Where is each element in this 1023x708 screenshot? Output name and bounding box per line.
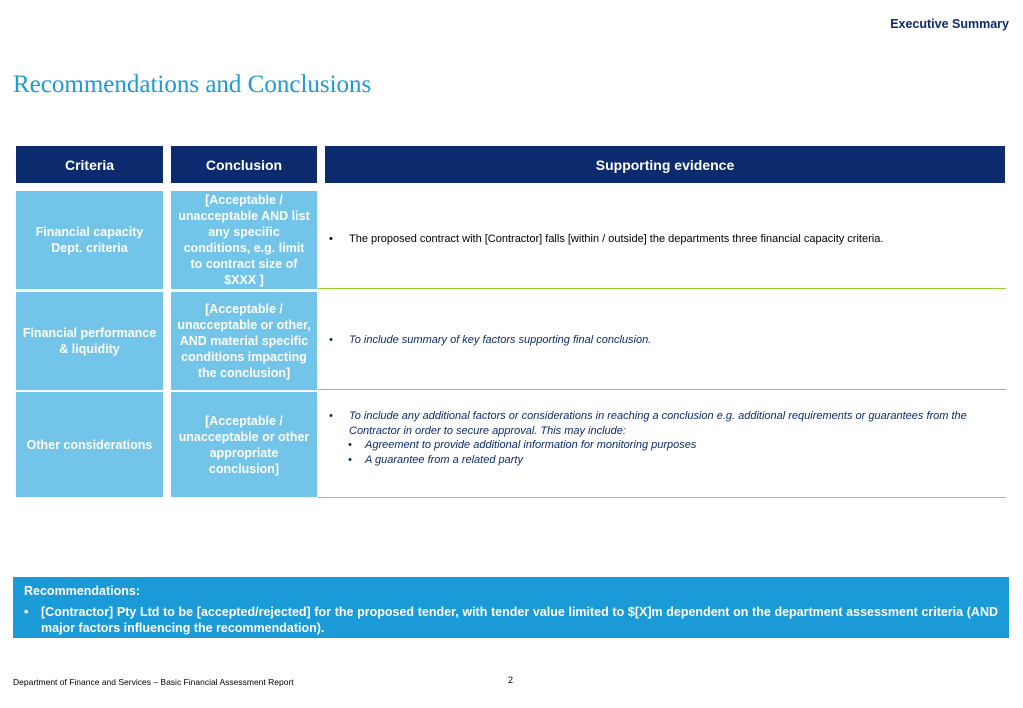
- evidence-sub-item: • Agreement to provide additional information for monitoring purposes: [365, 438, 992, 453]
- evidence-item: • The proposed contract with [Contractor] falls [within / outside] the departments three financial capacity criteria.: [349, 232, 883, 247]
- criteria-cell: [16, 191, 163, 289]
- column-header-criteria: Criteria: [16, 146, 163, 183]
- evidence-sub-item: • A guarantee from a related party: [365, 453, 992, 468]
- criteria-cell: [16, 292, 163, 390]
- criteria-text: Financial performance & liquidity: [22, 326, 157, 356]
- recommendations-title: Recommendations:: [24, 584, 140, 598]
- conclusion-cell: [171, 191, 317, 289]
- recommendations-box: [13, 577, 1009, 638]
- conclusion-cell: [171, 392, 317, 497]
- footer-text: Department of Finance and Services – Basic Financial Assessment Report: [13, 677, 294, 687]
- column-header-supporting-evidence: Supporting evidence: [325, 146, 1005, 183]
- evidence-item: • To include summary of key factors supporting final conclusion.: [349, 333, 651, 348]
- conclusion-text: [Acceptable / unacceptable AND list any specific conditions, e.g. limit to contract size of $XXX ]: [178, 193, 310, 287]
- criteria-cell: [16, 392, 163, 497]
- evidence-list: [318, 409, 1006, 438]
- page-number: 2: [508, 675, 514, 685]
- page-title: Recommendations and Conclusions: [13, 71, 372, 98]
- evidence-cell: [318, 191, 1006, 289]
- recommendation-item: • [Contractor] Pty Ltd to be [accepted/rejected] for the proposed tender, with tender value limited to $[X]m dependent on the department assessment criteria (AND major factors influencing the recommendation).: [24, 604, 998, 636]
- evidence-cell: [318, 392, 1006, 498]
- evidence-item: • To include any additional factors or considerations in reaching a conclusion e.g. additional requirements or guarantees from the Contractor in order to secure approval. This may include:: [349, 409, 992, 438]
- evidence-sub-list: [318, 438, 1006, 467]
- evidence-list: [318, 232, 897, 247]
- evidence-cell: [318, 292, 1006, 390]
- evidence-list: [318, 333, 665, 348]
- column-header-conclusion: Conclusion: [171, 146, 317, 183]
- criteria-text: Financial capacity Dept. criteria: [35, 225, 144, 255]
- conclusion-text: [Acceptable / unacceptable or other appropriate conclusion]: [178, 413, 310, 476]
- conclusion-cell: [171, 292, 317, 390]
- conclusion-text: [Acceptable / unacceptable or other, AND material specific conditions impacting the conclusion]: [177, 302, 311, 380]
- section-label: Executive Summary: [890, 17, 1009, 31]
- criteria-text: Other considerations: [26, 437, 153, 452]
